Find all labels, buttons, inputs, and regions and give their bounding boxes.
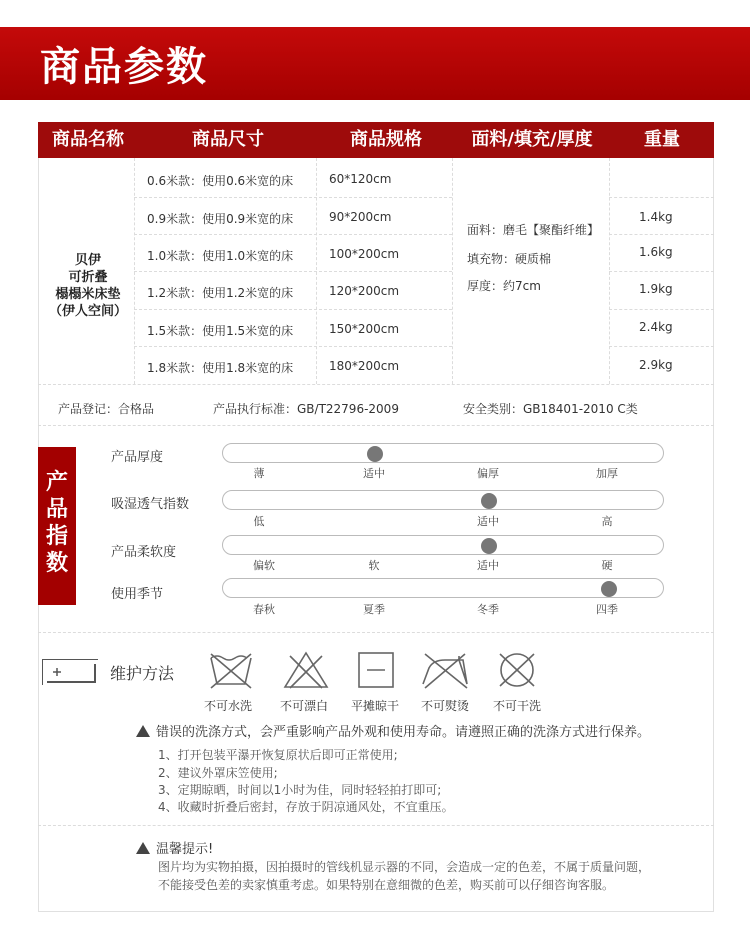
table-cell-weight: 1.4kg	[639, 210, 673, 224]
season-slider	[222, 578, 664, 598]
wash-warning: 错误的洗涤方式，会严重影响产品外观和使用寿命。请遵照正确的洗涤方式进行保养。	[136, 721, 650, 740]
no-bleach-icon	[282, 650, 330, 694]
divider	[38, 425, 714, 426]
tick-label: 偏软	[253, 559, 275, 572]
tick-label: 薄	[253, 467, 265, 480]
fabric-info: 面料：磨毛【聚酯纤维】	[467, 223, 600, 237]
care-caption: 不可干洗	[492, 699, 541, 713]
warning-icon	[136, 842, 150, 854]
product-registration: 产品登记：合格品	[58, 402, 155, 416]
table-cell-size: 1.5米款：使用1.5米宽的床	[147, 324, 294, 338]
divider	[609, 346, 714, 347]
table-cell-size: 1.0米款：使用1.0米宽的床	[147, 249, 294, 263]
table-cell-spec: 150*200cm	[329, 322, 400, 336]
divider	[452, 158, 453, 384]
tips-line: 不能接受色差的卖家慎重考虑。如果特别在意细微的色差，购买前可以仔细咨询客服。	[158, 878, 615, 892]
divider	[609, 309, 714, 310]
tick-label: 硬	[601, 559, 613, 572]
filling-info: 填充物：硬质棉	[467, 252, 552, 266]
table-cell-spec: 90*200cm	[329, 210, 392, 224]
care-step: 2、建议外罩床笠使用;	[158, 766, 278, 780]
tick-label: 适中	[477, 515, 499, 528]
tick-label: 适中	[363, 467, 385, 480]
tick-label: 四季	[596, 603, 618, 616]
divider	[609, 271, 714, 272]
tick-label: 加厚	[596, 467, 618, 480]
column-header-size: 商品尺寸	[192, 129, 264, 150]
no-iron-icon	[419, 650, 471, 694]
no-wash-icon	[207, 650, 255, 694]
table-cell-spec: 180*200cm	[329, 359, 400, 373]
column-header-name: 商品名称	[52, 129, 124, 150]
product-index-tag: 产 品 指 数	[38, 447, 76, 605]
slider-knob	[367, 446, 383, 462]
tick-label: 春秋	[253, 603, 275, 616]
divider	[134, 309, 452, 310]
tick-label: 冬季	[477, 603, 499, 616]
thickness-label: 产品厚度	[111, 450, 164, 465]
season-label: 使用季节	[111, 587, 164, 602]
page-title: 商品参数	[40, 44, 208, 90]
no-dry-clean-icon	[495, 650, 539, 694]
care-step: 4、收藏时折叠后密封，存放于阴凉通风处，不宜重压。	[158, 800, 454, 814]
product-name: 贝伊 可折叠 榻榻米床垫 （伊人空间）	[48, 253, 127, 319]
tick-label: 适中	[477, 559, 499, 572]
column-header-spec: 商品规格	[350, 129, 422, 150]
softness-label: 产品柔软度	[111, 545, 177, 560]
warning-icon	[136, 725, 150, 737]
table-cell-size: 1.2米款：使用1.2米宽的床	[147, 286, 294, 300]
flat-dry-icon	[357, 650, 397, 694]
tick-label: 高	[601, 515, 613, 528]
breathability-label: 吸湿透气指数	[111, 497, 190, 512]
divider	[134, 346, 452, 347]
divider	[609, 197, 714, 198]
tick-label: 低	[253, 515, 265, 528]
divider	[134, 234, 452, 235]
table-cell-spec: 100*200cm	[329, 247, 400, 261]
tick-label: 软	[368, 559, 380, 572]
care-caption: 平摊晾干	[350, 699, 399, 713]
thickness-slider	[222, 443, 664, 463]
column-header-weight: 重量	[644, 129, 680, 150]
care-caption: 不可熨烫	[420, 699, 469, 713]
divider	[38, 384, 714, 385]
care-caption: 不可漂白	[279, 699, 328, 713]
table-header	[38, 122, 714, 158]
table-cell-weight: 1.6kg	[639, 245, 673, 259]
slider-knob	[601, 581, 617, 597]
table-cell-spec: 60*120cm	[329, 172, 392, 186]
care-step: 3、定期晾晒，时间以1小时为佳，同时轻轻拍打即可;	[158, 783, 442, 797]
divider	[38, 632, 714, 633]
table-cell-spec: 120*200cm	[329, 284, 400, 298]
care-step: 1、打开包装平瀑开恢复原状后即可正常使用;	[158, 748, 398, 762]
table-cell-weight: 2.4kg	[639, 320, 673, 334]
softness-slider	[222, 535, 664, 555]
table-cell-weight: 1.9kg	[639, 282, 673, 296]
table-cell-weight: 2.9kg	[639, 358, 673, 372]
table-cell-size: 0.6米款：使用0.6米宽的床	[147, 174, 294, 188]
safety-category: 安全类别：GB18401-2010 C类	[463, 402, 638, 416]
table-cell-size: 0.9米款：使用0.9米宽的床	[147, 212, 294, 226]
divider	[134, 197, 452, 198]
slider-knob	[481, 493, 497, 509]
product-standard: 产品执行标准：GB/T22796-2009	[213, 402, 399, 416]
slider-knob	[481, 538, 497, 554]
thickness-info: 厚度：约7cm	[467, 279, 541, 293]
divider	[38, 825, 714, 826]
table-cell-size: 1.8米款：使用1.8米宽的床	[147, 361, 294, 375]
divider	[609, 234, 714, 235]
care-title: 维护方法	[110, 664, 175, 683]
breathability-slider	[222, 490, 664, 510]
care-caption: 不可水洗	[203, 699, 252, 713]
tick-label: 夏季	[363, 603, 385, 616]
tips-line: 图片均为实物拍摄，因拍摄时的管线机显示器的不同，会造成一定的色差，不属于质量问题，	[158, 860, 651, 874]
divider	[134, 271, 452, 272]
header-banner	[0, 27, 750, 100]
tick-label: 偏厚	[477, 467, 499, 480]
column-header-fabric: 面料/填充/厚度	[471, 129, 593, 150]
tips-title: 温馨提示!	[136, 838, 213, 857]
care-section-icon	[42, 659, 98, 685]
